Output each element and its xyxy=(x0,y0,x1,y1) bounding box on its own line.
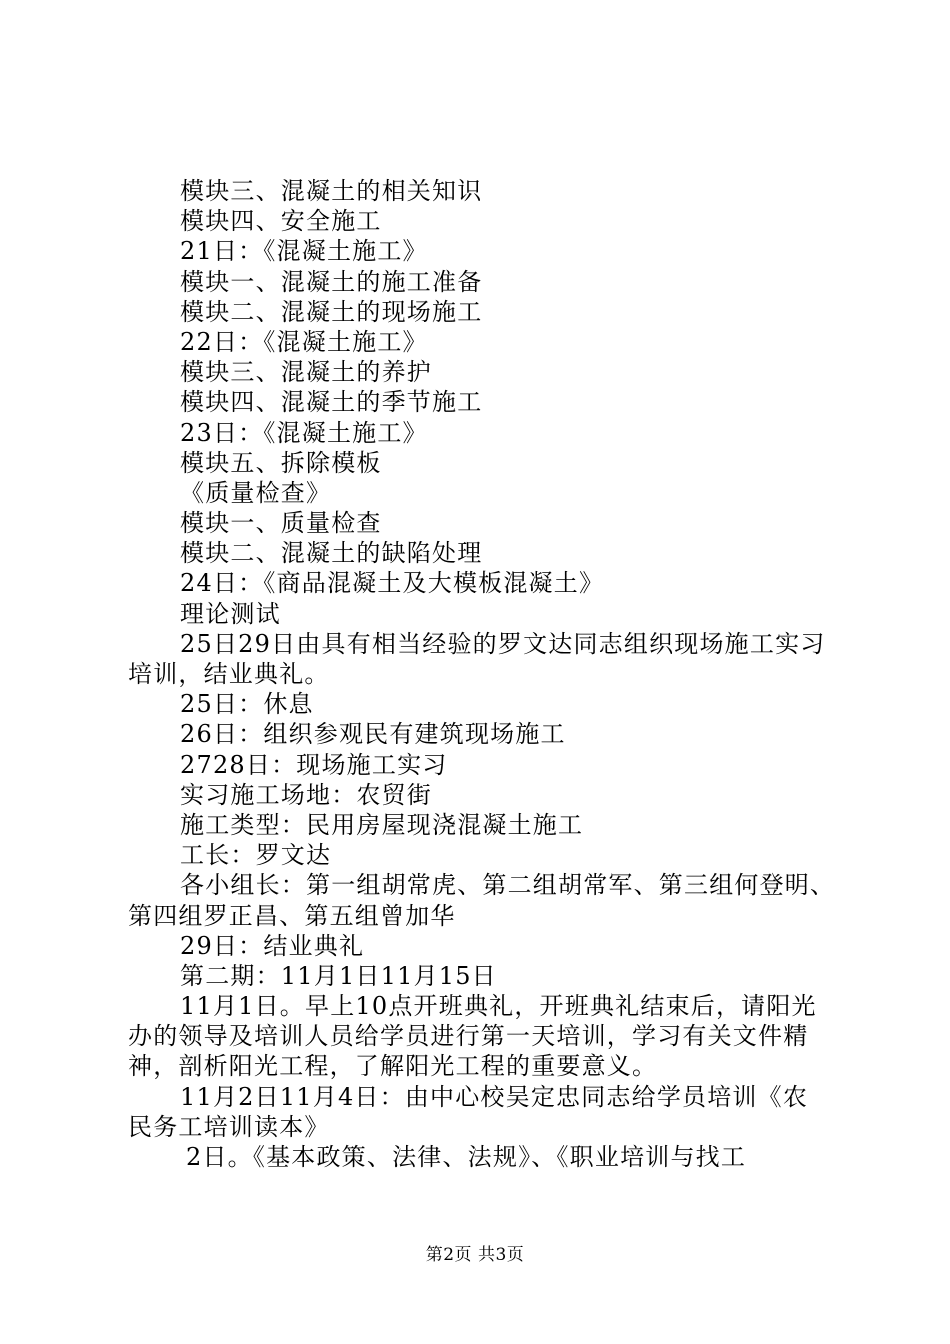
text-line: 模块四、安全施工 xyxy=(180,207,382,236)
text-line: 2日。《基本政策、法律、法规》、《职业培训与找工 xyxy=(186,1143,747,1171)
text-line: 26日：组织参观民有建筑现场施工 xyxy=(180,720,566,749)
text-line: 模块三、混凝土的相关知识 xyxy=(180,177,483,205)
text-line: 实习施工场地：农贸街 xyxy=(180,780,432,809)
text-line: 24日：《商品混凝土及大模板混凝土》 xyxy=(180,569,605,598)
document-body xyxy=(128,176,840,1172)
text-line: 模块三、混凝土的养护 xyxy=(180,358,432,387)
text-line: 模块一、质量检查 xyxy=(180,509,382,538)
text-line: 25日29日由具有相当经验的罗文达同志组织现场施工实习 xyxy=(180,629,826,658)
page-footer: 第2页 共3页 xyxy=(425,1245,525,1265)
text-line: 民务工培训读本》 xyxy=(128,1112,330,1141)
text-line: 培训，结业典礼。 xyxy=(128,660,330,688)
text-line: 模块一、混凝土的施工准备 xyxy=(180,267,483,296)
text-line: 11月1日。早上10点开班典礼，开班典礼结束后，请阳光 xyxy=(180,992,817,1021)
text-line: 施工类型：民用房屋现浇混凝土施工 xyxy=(180,810,584,839)
text-line: 模块四、混凝土的季节施工 xyxy=(180,388,483,417)
text-line: 29日：结业典礼 xyxy=(180,931,365,960)
text-line: 23日：《混凝土施工》 xyxy=(180,418,428,447)
text-line: 《质量检查》 xyxy=(180,478,332,507)
text-line: 22日：《混凝土施工》 xyxy=(180,327,428,356)
text-line: 各小组长：第一组胡常虎、第二组胡常军、第三组何登明、 xyxy=(180,871,836,900)
text-line: 25日：休息 xyxy=(180,690,314,719)
text-line: 理论测试 xyxy=(180,599,281,628)
text-line: 11月2日11月4日：由中心校吴定忠同志给学员培训《农 xyxy=(180,1082,809,1111)
text-line: 模块五、拆除模板 xyxy=(180,448,382,477)
text-line: 第四组罗正昌、第五组曾加华 xyxy=(128,901,456,930)
text-line: 工长：罗文达 xyxy=(180,841,332,870)
text-line: 办的领导及培训人员给学员进行第一天培训，学习有关文件精 xyxy=(128,1022,809,1051)
text-line: 2728日：现场施工实习 xyxy=(180,750,448,779)
text-line: 第二期：11月1日11月15日 xyxy=(180,961,497,990)
text-line: 神，剖析阳光工程，了解阳光工程的重要意义。 xyxy=(128,1052,658,1081)
text-line: 模块二、混凝土的现场施工 xyxy=(180,297,483,326)
text-line: 模块二、混凝土的缺陷处理 xyxy=(180,539,483,568)
text-line: 21日：《混凝土施工》 xyxy=(180,237,428,266)
